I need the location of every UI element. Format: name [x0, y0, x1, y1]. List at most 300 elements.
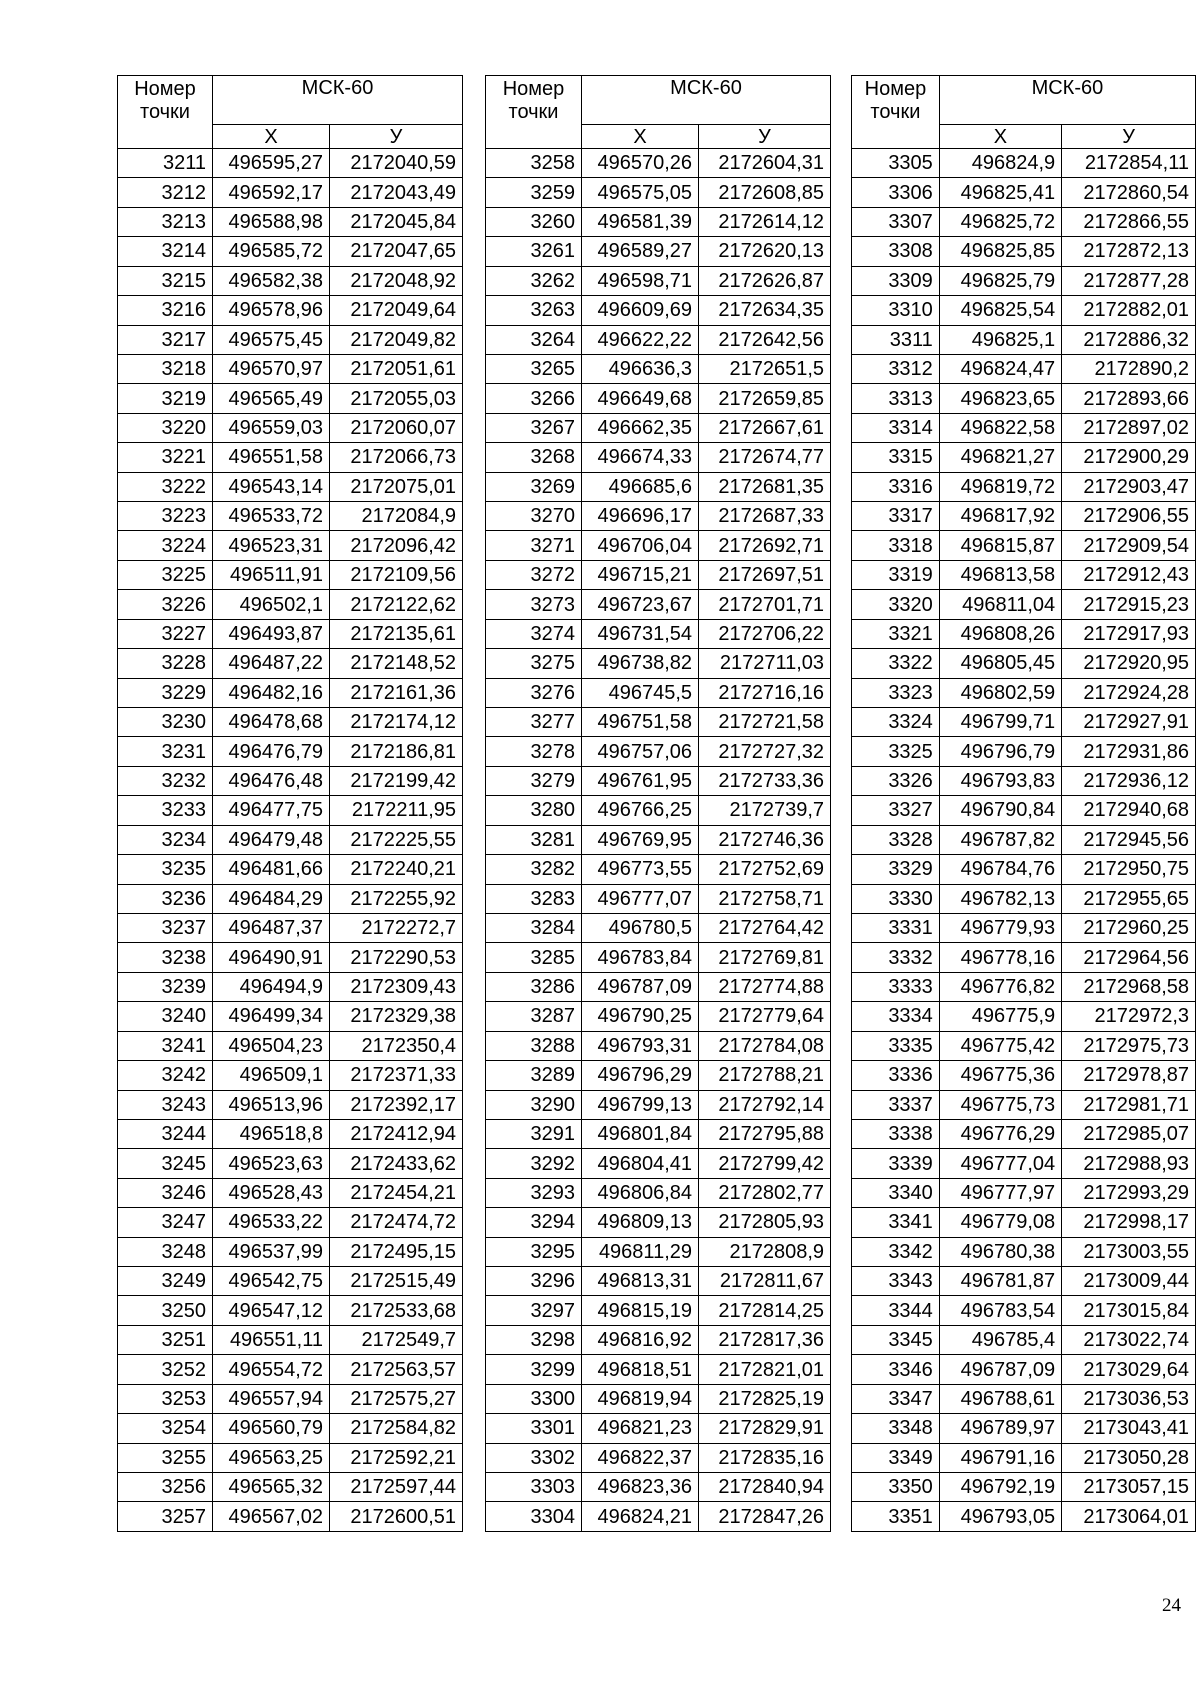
table-row	[486, 1149, 831, 1178]
x-coordinate-cell: 496570,26	[582, 149, 699, 178]
x-coordinate-cell: 496789,97	[939, 1414, 1061, 1443]
y-coordinate-cell: 2172687,33	[699, 502, 831, 531]
table-row	[118, 1384, 463, 1413]
table-row	[486, 1119, 831, 1148]
point-number-cell: 3262	[486, 266, 582, 295]
y-coordinate-cell: 2172049,64	[330, 296, 463, 325]
x-coordinate-cell: 496565,32	[213, 1472, 330, 1501]
x-coordinate-cell: 496502,1	[213, 590, 330, 619]
table-row	[118, 1002, 463, 1031]
y-coordinate-cell: 2172936,12	[1062, 766, 1196, 795]
point-number-cell: 3271	[486, 531, 582, 560]
x-coordinate-cell: 496776,29	[939, 1119, 1061, 1148]
point-number-cell: 3244	[118, 1119, 213, 1148]
point-number-cell: 3216	[118, 296, 213, 325]
point-number-cell: 3337	[852, 1090, 940, 1119]
point-number-cell: 3211	[118, 149, 213, 178]
header-coordinate-system: МСК-60	[582, 76, 831, 125]
y-coordinate-cell: 2172495,15	[330, 1237, 463, 1266]
x-coordinate-cell: 496557,94	[213, 1384, 330, 1413]
y-coordinate-cell: 2173043,41	[1062, 1414, 1196, 1443]
table-row	[486, 237, 831, 266]
table-row	[118, 502, 463, 531]
y-coordinate-cell: 2172968,58	[1062, 972, 1196, 1001]
point-number-cell: 3227	[118, 619, 213, 648]
point-number-cell: 3265	[486, 354, 582, 383]
point-number-cell: 3299	[486, 1355, 582, 1384]
x-coordinate-cell: 496731,54	[582, 619, 699, 648]
y-coordinate-cell: 2172047,65	[330, 237, 463, 266]
x-coordinate-cell: 496775,9	[939, 1002, 1061, 1031]
point-number-cell: 3279	[486, 766, 582, 795]
y-coordinate-cell: 2172706,22	[699, 619, 831, 648]
table-row	[486, 1296, 831, 1325]
x-coordinate-cell: 496796,79	[939, 737, 1061, 766]
table-row	[118, 1414, 463, 1443]
y-coordinate-cell: 2172808,9	[699, 1237, 831, 1266]
header-x: X	[582, 125, 699, 149]
y-coordinate-cell: 2172161,36	[330, 678, 463, 707]
table-row	[486, 1061, 831, 1090]
table-row	[118, 678, 463, 707]
table-row	[486, 737, 831, 766]
x-coordinate-cell: 496723,67	[582, 590, 699, 619]
x-coordinate-cell: 496490,91	[213, 943, 330, 972]
y-coordinate-cell: 2172752,69	[699, 855, 831, 884]
point-number-cell: 3221	[118, 443, 213, 472]
point-number-cell: 3290	[486, 1090, 582, 1119]
table-row	[118, 913, 463, 942]
x-coordinate-cell: 496823,65	[939, 384, 1061, 413]
y-coordinate-cell: 2172769,81	[699, 943, 831, 972]
x-coordinate-cell: 496499,34	[213, 1002, 330, 1031]
y-coordinate-cell: 2172886,32	[1062, 325, 1196, 354]
point-number-cell: 3343	[852, 1267, 940, 1296]
table-row	[118, 825, 463, 854]
table-row	[486, 296, 831, 325]
x-coordinate-cell: 496808,26	[939, 619, 1061, 648]
y-coordinate-cell: 2172802,77	[699, 1178, 831, 1207]
x-coordinate-cell: 496685,6	[582, 472, 699, 501]
point-number-cell: 3232	[118, 766, 213, 795]
y-coordinate-cell: 2172940,68	[1062, 796, 1196, 825]
point-number-cell: 3312	[852, 354, 940, 383]
y-coordinate-cell: 2172048,92	[330, 266, 463, 295]
table-row	[486, 913, 831, 942]
x-coordinate-cell: 496504,23	[213, 1031, 330, 1060]
point-number-cell: 3310	[852, 296, 940, 325]
point-number-cell: 3293	[486, 1178, 582, 1207]
y-coordinate-cell: 2172906,55	[1062, 502, 1196, 531]
table-row	[118, 1472, 463, 1501]
x-coordinate-cell: 496819,94	[582, 1384, 699, 1413]
header-x: X	[213, 125, 330, 149]
y-coordinate-cell: 2173022,74	[1062, 1325, 1196, 1354]
page-number: 24	[1162, 1595, 1181, 1616]
x-coordinate-cell: 496775,36	[939, 1061, 1061, 1090]
point-number-cell: 3250	[118, 1296, 213, 1325]
x-coordinate-cell: 496533,72	[213, 502, 330, 531]
point-number-cell: 3212	[118, 178, 213, 207]
y-coordinate-cell: 2172784,08	[699, 1031, 831, 1060]
point-number-cell: 3345	[852, 1325, 940, 1354]
x-coordinate-cell: 496592,17	[213, 178, 330, 207]
table-row	[118, 560, 463, 589]
table-row	[118, 1296, 463, 1325]
y-coordinate-cell: 2173015,84	[1062, 1296, 1196, 1325]
point-number-cell: 3346	[852, 1355, 940, 1384]
y-coordinate-cell: 2172912,43	[1062, 560, 1196, 589]
point-number-cell: 3281	[486, 825, 582, 854]
table-row	[852, 825, 1196, 854]
point-number-cell: 3239	[118, 972, 213, 1001]
y-coordinate-cell: 2172964,56	[1062, 943, 1196, 972]
x-coordinate-cell: 496554,72	[213, 1355, 330, 1384]
point-number-cell: 3243	[118, 1090, 213, 1119]
point-number-cell: 3339	[852, 1149, 940, 1178]
y-coordinate-cell: 2172392,17	[330, 1090, 463, 1119]
table-row	[118, 1355, 463, 1384]
table-row	[852, 560, 1196, 589]
point-number-cell: 3235	[118, 855, 213, 884]
y-coordinate-cell: 2172474,72	[330, 1208, 463, 1237]
table-row	[852, 237, 1196, 266]
table-row	[118, 266, 463, 295]
table-row	[852, 1149, 1196, 1178]
y-coordinate-cell: 2172835,16	[699, 1443, 831, 1472]
table-row	[852, 943, 1196, 972]
x-coordinate-cell: 496824,47	[939, 354, 1061, 383]
x-coordinate-cell: 496773,55	[582, 855, 699, 884]
table-row	[852, 266, 1196, 295]
table-row	[486, 855, 831, 884]
x-coordinate-cell: 496816,92	[582, 1325, 699, 1354]
table-row	[118, 443, 463, 472]
table-row	[118, 1443, 463, 1472]
point-number-cell: 3333	[852, 972, 940, 1001]
table-row	[486, 884, 831, 913]
x-coordinate-cell: 496825,85	[939, 237, 1061, 266]
point-number-cell: 3223	[118, 502, 213, 531]
point-number-cell: 3251	[118, 1325, 213, 1354]
x-coordinate-cell: 496825,1	[939, 325, 1061, 354]
x-coordinate-cell: 496796,29	[582, 1061, 699, 1090]
x-coordinate-cell: 496779,08	[939, 1208, 1061, 1237]
x-coordinate-cell: 496560,79	[213, 1414, 330, 1443]
x-coordinate-cell: 496542,75	[213, 1267, 330, 1296]
point-number-cell: 3327	[852, 796, 940, 825]
point-number-cell: 3330	[852, 884, 940, 913]
y-coordinate-cell: 2172055,03	[330, 384, 463, 413]
point-number-cell: 3329	[852, 855, 940, 884]
table-row	[852, 737, 1196, 766]
x-coordinate-cell: 496537,99	[213, 1237, 330, 1266]
y-coordinate-cell: 2172897,02	[1062, 413, 1196, 442]
y-coordinate-cell: 2172960,25	[1062, 913, 1196, 942]
y-coordinate-cell: 2172774,88	[699, 972, 831, 1001]
y-coordinate-cell: 2172829,91	[699, 1414, 831, 1443]
table-row	[486, 1502, 831, 1531]
table-row	[486, 590, 831, 619]
table-row	[852, 325, 1196, 354]
x-coordinate-cell: 496559,03	[213, 413, 330, 442]
y-coordinate-cell: 2173029,64	[1062, 1355, 1196, 1384]
table-row	[118, 619, 463, 648]
x-coordinate-cell: 496825,79	[939, 266, 1061, 295]
table-row	[486, 1267, 831, 1296]
x-coordinate-cell: 496817,92	[939, 502, 1061, 531]
x-coordinate-cell: 496821,23	[582, 1414, 699, 1443]
y-coordinate-cell: 2172909,54	[1062, 531, 1196, 560]
x-coordinate-cell: 496575,05	[582, 178, 699, 207]
table-row	[852, 766, 1196, 795]
x-coordinate-cell: 496567,02	[213, 1502, 330, 1531]
coordinates-table-3	[851, 75, 1196, 1532]
point-number-cell: 3313	[852, 384, 940, 413]
point-number-cell: 3291	[486, 1119, 582, 1148]
point-number-cell: 3286	[486, 972, 582, 1001]
coordinates-table-1	[117, 75, 463, 1532]
x-coordinate-cell: 496769,95	[582, 825, 699, 854]
table-row	[852, 1090, 1196, 1119]
table-row	[486, 1237, 831, 1266]
table-row	[118, 149, 463, 178]
x-coordinate-cell: 496806,84	[582, 1178, 699, 1207]
x-coordinate-cell: 496476,79	[213, 737, 330, 766]
point-number-cell: 3213	[118, 207, 213, 236]
y-coordinate-cell: 2172135,61	[330, 619, 463, 648]
y-coordinate-cell: 2172711,03	[699, 649, 831, 678]
point-number-cell: 3275	[486, 649, 582, 678]
y-coordinate-cell: 2172955,65	[1062, 884, 1196, 913]
table-row	[852, 884, 1196, 913]
point-number-cell: 3273	[486, 590, 582, 619]
point-number-cell: 3341	[852, 1208, 940, 1237]
x-coordinate-cell: 496494,9	[213, 972, 330, 1001]
point-number-cell: 3322	[852, 649, 940, 678]
x-coordinate-cell: 496745,5	[582, 678, 699, 707]
y-coordinate-cell: 2172060,07	[330, 413, 463, 442]
y-coordinate-cell: 2172626,87	[699, 266, 831, 295]
point-number-cell: 3237	[118, 913, 213, 942]
table-row	[118, 590, 463, 619]
point-number-cell: 3234	[118, 825, 213, 854]
y-coordinate-cell: 2172792,14	[699, 1090, 831, 1119]
y-coordinate-cell: 2172985,07	[1062, 1119, 1196, 1148]
y-coordinate-cell: 2172854,11	[1062, 149, 1196, 178]
x-coordinate-cell: 496575,45	[213, 325, 330, 354]
table-row	[486, 560, 831, 589]
table-row	[852, 472, 1196, 501]
x-coordinate-cell: 496799,71	[939, 708, 1061, 737]
y-coordinate-cell: 2172563,57	[330, 1355, 463, 1384]
table-row	[486, 502, 831, 531]
point-number-cell: 3288	[486, 1031, 582, 1060]
point-number-cell: 3301	[486, 1414, 582, 1443]
table-row	[486, 1325, 831, 1354]
y-coordinate-cell: 2172860,54	[1062, 178, 1196, 207]
point-number-cell: 3348	[852, 1414, 940, 1443]
y-coordinate-cell: 2172821,01	[699, 1355, 831, 1384]
x-coordinate-cell: 496706,04	[582, 531, 699, 560]
table-row	[852, 1414, 1196, 1443]
x-coordinate-cell: 496823,36	[582, 1472, 699, 1501]
point-number-cell: 3267	[486, 413, 582, 442]
x-coordinate-cell: 496777,07	[582, 884, 699, 913]
x-coordinate-cell: 496696,17	[582, 502, 699, 531]
y-coordinate-cell: 2172045,84	[330, 207, 463, 236]
y-coordinate-cell: 2172066,73	[330, 443, 463, 472]
x-coordinate-cell: 496780,5	[582, 913, 699, 942]
x-coordinate-cell: 496578,96	[213, 296, 330, 325]
x-coordinate-cell: 496784,76	[939, 855, 1061, 884]
x-coordinate-cell: 496811,29	[582, 1237, 699, 1266]
table-row	[852, 972, 1196, 1001]
table-row	[486, 1031, 831, 1060]
table-row	[118, 1031, 463, 1060]
table-row	[852, 1384, 1196, 1413]
y-coordinate-cell: 2172817,36	[699, 1325, 831, 1354]
y-coordinate-cell: 2172040,59	[330, 149, 463, 178]
point-number-cell: 3294	[486, 1208, 582, 1237]
table-row	[486, 1472, 831, 1501]
point-number-cell: 3298	[486, 1325, 582, 1354]
table-row	[852, 1208, 1196, 1237]
y-coordinate-cell: 2172634,35	[699, 296, 831, 325]
point-number-cell: 3305	[852, 149, 940, 178]
table-row	[118, 354, 463, 383]
y-coordinate-cell: 2172350,4	[330, 1031, 463, 1060]
point-number-cell: 3249	[118, 1267, 213, 1296]
table-row	[852, 1002, 1196, 1031]
table-row	[486, 1355, 831, 1384]
table-row	[118, 737, 463, 766]
x-coordinate-cell: 496805,45	[939, 649, 1061, 678]
y-coordinate-cell: 2172701,71	[699, 590, 831, 619]
y-coordinate-cell: 2173050,28	[1062, 1443, 1196, 1472]
y-coordinate-cell: 2172290,53	[330, 943, 463, 972]
x-coordinate-cell: 496777,97	[939, 1178, 1061, 1207]
point-number-cell: 3324	[852, 708, 940, 737]
point-number-cell: 3229	[118, 678, 213, 707]
x-coordinate-cell: 496543,14	[213, 472, 330, 501]
point-number-cell: 3326	[852, 766, 940, 795]
y-coordinate-cell: 2172199,42	[330, 766, 463, 795]
x-coordinate-cell: 496804,41	[582, 1149, 699, 1178]
header-coordinate-system: МСК-60	[939, 76, 1195, 125]
y-coordinate-cell: 2172096,42	[330, 531, 463, 560]
point-number-cell: 3304	[486, 1502, 582, 1531]
point-number-cell: 3248	[118, 1237, 213, 1266]
point-number-cell: 3347	[852, 1384, 940, 1413]
point-number-cell: 3230	[118, 708, 213, 737]
x-coordinate-cell: 496793,05	[939, 1502, 1061, 1531]
table-row	[486, 1002, 831, 1031]
x-coordinate-cell: 496790,84	[939, 796, 1061, 825]
x-coordinate-cell: 496819,72	[939, 472, 1061, 501]
y-coordinate-cell: 2172993,29	[1062, 1178, 1196, 1207]
y-coordinate-cell: 2172882,01	[1062, 296, 1196, 325]
y-coordinate-cell: 2172924,28	[1062, 678, 1196, 707]
point-number-cell: 3317	[852, 502, 940, 531]
x-coordinate-cell: 496825,41	[939, 178, 1061, 207]
point-number-cell: 3253	[118, 1384, 213, 1413]
table-row	[118, 1178, 463, 1207]
table-row	[852, 1237, 1196, 1266]
point-number-cell: 3302	[486, 1443, 582, 1472]
x-coordinate-cell: 496565,49	[213, 384, 330, 413]
table-row	[486, 149, 831, 178]
y-coordinate-cell: 2172667,61	[699, 413, 831, 442]
point-number-cell: 3256	[118, 1472, 213, 1501]
point-number-cell: 3228	[118, 649, 213, 678]
table-row	[486, 266, 831, 295]
x-coordinate-cell: 496824,9	[939, 149, 1061, 178]
y-coordinate-cell: 2172109,56	[330, 560, 463, 589]
table-row	[852, 708, 1196, 737]
table-row	[118, 1061, 463, 1090]
y-coordinate-cell: 2172988,93	[1062, 1149, 1196, 1178]
point-number-cell: 3218	[118, 354, 213, 383]
table-row	[852, 502, 1196, 531]
table-row	[852, 1443, 1196, 1472]
table-row	[852, 1178, 1196, 1207]
y-coordinate-cell: 2172764,42	[699, 913, 831, 942]
table-row	[118, 943, 463, 972]
y-coordinate-cell: 2172692,71	[699, 531, 831, 560]
x-coordinate-cell: 496479,48	[213, 825, 330, 854]
header-point-number: Номер точки	[486, 76, 582, 149]
table-row	[486, 1443, 831, 1472]
table-row	[852, 678, 1196, 707]
x-coordinate-cell: 496581,39	[582, 207, 699, 236]
table-row	[852, 1031, 1196, 1060]
point-number-cell: 3314	[852, 413, 940, 442]
table-row	[118, 472, 463, 501]
table-row	[118, 207, 463, 236]
x-coordinate-cell: 496533,22	[213, 1208, 330, 1237]
point-number-cell: 3292	[486, 1149, 582, 1178]
y-coordinate-cell: 2172915,23	[1062, 590, 1196, 619]
table-row	[486, 678, 831, 707]
point-number-cell: 3261	[486, 237, 582, 266]
y-coordinate-cell: 2172272,7	[330, 913, 463, 942]
table-row	[486, 1208, 831, 1237]
x-coordinate-cell: 496818,51	[582, 1355, 699, 1384]
y-coordinate-cell: 2172697,51	[699, 560, 831, 589]
y-coordinate-cell: 2172727,32	[699, 737, 831, 766]
x-coordinate-cell: 496779,93	[939, 913, 1061, 942]
table-row	[852, 384, 1196, 413]
x-coordinate-cell: 496511,91	[213, 560, 330, 589]
y-coordinate-cell: 2172533,68	[330, 1296, 463, 1325]
x-coordinate-cell: 496822,58	[939, 413, 1061, 442]
x-coordinate-cell: 496791,16	[939, 1443, 1061, 1472]
y-coordinate-cell: 2172600,51	[330, 1502, 463, 1531]
table-row	[486, 531, 831, 560]
table-row	[118, 884, 463, 913]
y-coordinate-cell: 2172840,94	[699, 1472, 831, 1501]
y-coordinate-cell: 2172927,91	[1062, 708, 1196, 737]
x-coordinate-cell: 496478,68	[213, 708, 330, 737]
y-coordinate-cell: 2172972,3	[1062, 1002, 1196, 1031]
y-coordinate-cell: 2172681,35	[699, 472, 831, 501]
y-coordinate-cell: 2173009,44	[1062, 1267, 1196, 1296]
y-coordinate-cell: 2172043,49	[330, 178, 463, 207]
x-coordinate-cell: 496563,25	[213, 1443, 330, 1472]
header-x: X	[939, 125, 1061, 149]
x-coordinate-cell: 496801,84	[582, 1119, 699, 1148]
